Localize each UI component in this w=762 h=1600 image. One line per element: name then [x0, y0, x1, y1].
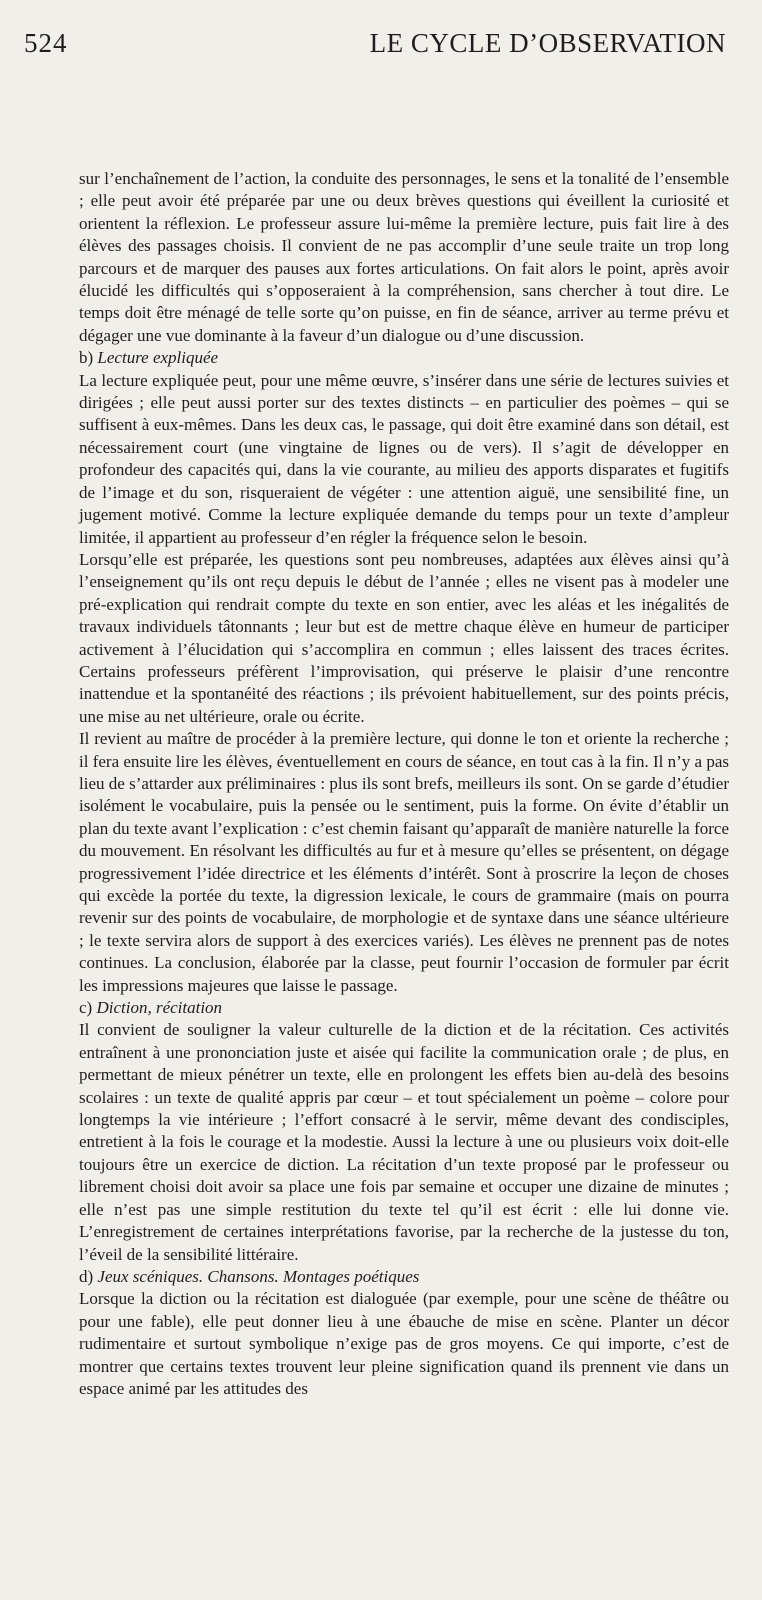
section-letter: c)	[79, 998, 93, 1018]
section-heading-b	[79, 347, 729, 369]
page-number: 524	[24, 28, 68, 58]
section-title: Diction, récitation	[96, 998, 223, 1018]
section-letter: d)	[79, 1266, 94, 1286]
page-header	[24, 28, 726, 68]
page-body	[79, 168, 729, 1400]
paragraph: La lecture expliquée peut, pour une même œuvre, s’insérer dans une série de lectures suivies et dirigées ; elle peut aussi porter sur des textes distincts – en particulier des poèmes – qui se suffisent à eux-mêmes. Dans les deux cas, le passage, qui doit être examiné dans son détail, est nécessairement court (une vingtaine de lignes ou de vers). Il s’agit de développer en profondeur des capacités qui, dans la vie courante, au milieu des apports disparates et fugitifs de l’image et du son, risqueraient de végéter : une attention aiguë, une sensibilité fine, un jugement motivé. Comme la lecture expliquée demande du temps pour un texte d’ampleur limitée, il appartient au professeur d’en régler la fréquence selon le besoin.	[79, 370, 729, 547]
paragraph: Il convient de souligner la valeur culturelle de la diction et de la récitation. Ces activités entraînent à une prononciation juste et aisée qui facilite la communication orale ; de plus, en permettant de mieux pénétrer un texte, elle en prolongent les effets bien au-delà des besoins scolaires : un texte de qualité appris par cœur – et tout spécialement un poème – colore pour longtemps la vie intérieure ; l’effort consacré à le servir, même devant des condisciples, entretient à la fois le courage et la modestie. Aussi la lecture à une ou plusieurs voix doit-elle toujours être un exercice de diction. La récitation d’un texte proposé par le professeur ou librement choisi doit avoir sa place une fois par semaine et occuper une dizaine de minutes ; elle n’est pas une simple restitution du texte tel qu’il est écrit : elle lui donne vie. L’enregistrement de certaines interprétations favorise, par la recherche de la justesse du ton, l’éveil de la sensibilité littéraire.	[79, 1020, 729, 1264]
section-heading-d	[79, 1266, 729, 1288]
running-title: LE CYCLE D’OBSERVATION	[369, 28, 726, 58]
paragraph: Lorsque la diction ou la récitation est dialoguée (par exemple, pour une scène de théâtre ou pour une fable), elle peut donner lieu à une ébauche de mise en scène. Planter un décor rudimentaire et surtout symbolique n’exige pas de gros moyens. Ce qui importe, c’est de montrer que certains textes trouvent leur pleine signification quand ils prennent vie dans un espace animé par les attitudes des	[79, 1289, 729, 1398]
paragraph: Lorsqu’elle est préparée, les questions sont peu nombreuses, adaptées aux élèves ainsi qu’à l’enseignement qu’ils ont reçu depuis le début de l’année ; elles ne visent pas à modeler une pré-explication qui rendrait compte du texte en son entier, avec les aléas et les inégalités de travaux individuels tâtonnants ; leur but est de mettre chaque élève en humeur de participer activement à l’élucidation qui s’accomplira en commun ; elles laissent des traces écrites. Certains professeurs préfèrent l’improvisation, qui préserve le plaisir d’une rencontre inattendue et la spontanéité des réactions ; ils prévoient habituellement, sur des points précis, une mise au net ultérieure, orale ou écrite.	[79, 549, 729, 726]
paragraph: Il revient au maître de procéder à la première lecture, qui donne le ton et oriente la recherche ; il fera ensuite lire les élèves, éventuellement en cours de séance, en tout cas à la fin. Il n’y a pas lieu de s’attarder aux préliminaires : plus ils sont brefs, meilleurs ils sont. On se garde d’étudier isolément le vocabulaire, puis la pensée ou le sentiment, puis la forme. On évite d’établir un plan du texte avant l’explication : c’est chemin faisant qu’apparaît de manière naturelle la force du mouvement. En résolvant les difficultés au fur et à mesure qu’elles se présentent, on dégage progressivement l’idée directrice et les éléments d’intérêt. Sont à proscrire la leçon de choses qui excède la portée du texte, la digression lexicale, le cours de grammaire (mais on pourra revenir sur des points de vocabulaire, de morphologie et de syntaxe dans une séance ultérieure ; le texte servira alors de support à des exercices variés). Les élèves ne prennent pas de notes continues. La conclusion, élaborée par la classe, peut fournir l’occasion de formuler par écrit les impressions majeures que laisse le passage.	[79, 729, 729, 995]
section-title: Lecture expliquée	[97, 348, 219, 368]
section-letter: b)	[79, 348, 94, 368]
section-heading-c	[79, 997, 729, 1019]
section-title: Jeux scéniques. Chansons. Montages poétiques	[97, 1266, 420, 1286]
paragraph: sur l’enchaînement de l’action, la conduite des personnages, le sens et la tonalité de l’ensemble ; elle peut avoir été préparée par une ou deux brèves questions qui éveillent la curiosité et orientent la réflexion. Le professeur assure lui-même la première lecture, puis fait lire à des élèves des passages choisis. Il convient de ne pas accomplir d’une seule traite un trop long parcours et de marquer des pauses aux fortes articulations. On fait alors le point, après avoir élucidé les difficultés qui s’opposeraient à la compréhension, sans chercher à tout dire. Le temps doit être ménagé de telle sorte qu’on puisse, en fin de séance, arriver au terme prévu et dégager une vue dominante à la faveur d’un dialogue ou d’une discussion.	[79, 169, 729, 345]
